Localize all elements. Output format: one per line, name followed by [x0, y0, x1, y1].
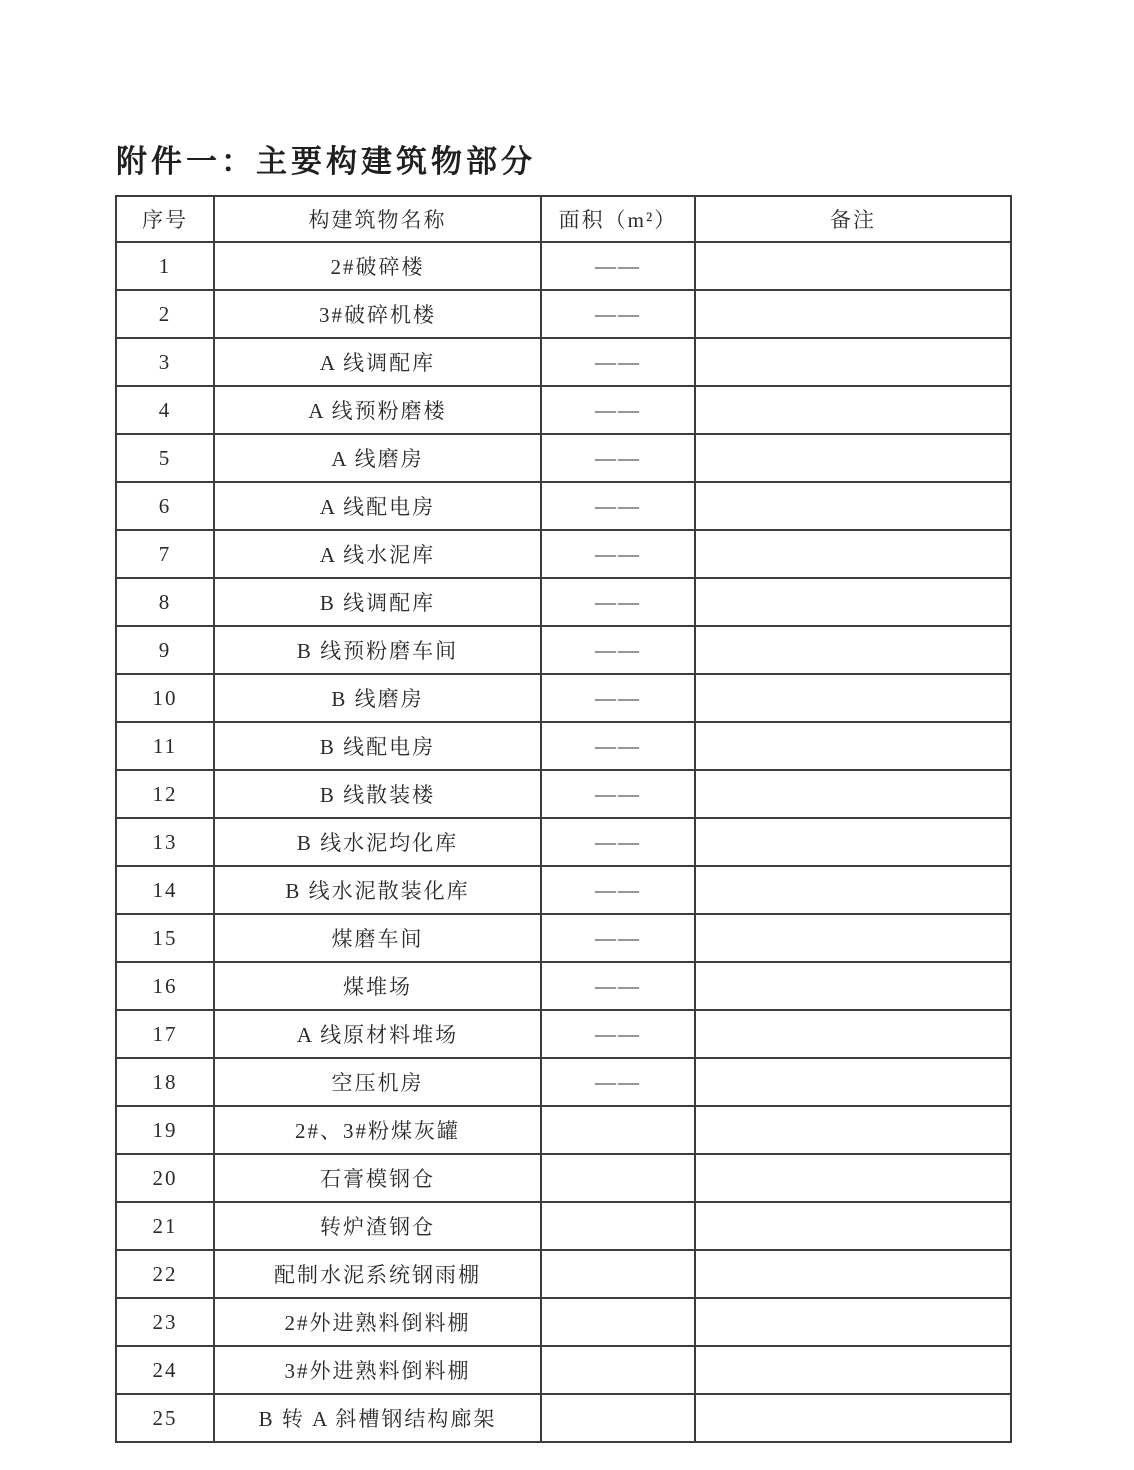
- page-title: 附件一：主要构建筑物部分: [116, 144, 536, 179]
- row-name-cell: 空压机房: [214, 1058, 541, 1106]
- row-remark-cell: [695, 1154, 1011, 1202]
- row-area-cell: [541, 1250, 695, 1298]
- row-area-cell: ——: [541, 386, 695, 434]
- row-remark-cell: [695, 530, 1011, 578]
- row-name-cell: B 线水泥均化库: [214, 818, 541, 866]
- row-remark-cell: [695, 1106, 1011, 1154]
- table-body: [116, 242, 1011, 1442]
- table-row: [116, 1154, 1011, 1202]
- row-area-cell: ——: [541, 482, 695, 530]
- row-area-cell: [541, 1154, 695, 1202]
- table-row: [116, 818, 1011, 866]
- table-row: [116, 674, 1011, 722]
- row-name-cell: 3#破碎机楼: [214, 290, 541, 338]
- row-area-cell: ——: [541, 674, 695, 722]
- row-remark-cell: [695, 914, 1011, 962]
- row-name-cell: B 线配电房: [214, 722, 541, 770]
- row-remark-cell: [695, 1202, 1011, 1250]
- row-no-cell: 1: [116, 242, 214, 290]
- column-header-remark: 备注: [695, 196, 1011, 242]
- row-name-cell: A 线调配库: [214, 338, 541, 386]
- row-area-cell: ——: [541, 770, 695, 818]
- row-remark-cell: [695, 1298, 1011, 1346]
- table-row: [116, 722, 1011, 770]
- row-area-cell: ——: [541, 866, 695, 914]
- row-no-cell: 4: [116, 386, 214, 434]
- row-no-cell: 7: [116, 530, 214, 578]
- row-no-cell: 13: [116, 818, 214, 866]
- row-area-cell: ——: [541, 1010, 695, 1058]
- row-area-cell: ——: [541, 914, 695, 962]
- row-area-cell: ——: [541, 722, 695, 770]
- row-remark-cell: [695, 338, 1011, 386]
- table-row: [116, 434, 1011, 482]
- row-name-cell: 煤堆场: [214, 962, 541, 1010]
- row-remark-cell: [695, 866, 1011, 914]
- table-row: [116, 1010, 1011, 1058]
- row-no-cell: 24: [116, 1346, 214, 1394]
- column-header-name: 构建筑物名称: [214, 196, 541, 242]
- table-row: [116, 1202, 1011, 1250]
- row-no-cell: 23: [116, 1298, 214, 1346]
- row-name-cell: 转炉渣钢仓: [214, 1202, 541, 1250]
- row-area-cell: ——: [541, 338, 695, 386]
- row-name-cell: B 转 A 斜槽钢结构廊架: [214, 1394, 541, 1442]
- table-row: [116, 290, 1011, 338]
- row-no-cell: 19: [116, 1106, 214, 1154]
- row-name-cell: 2#、3#粉煤灰罐: [214, 1106, 541, 1154]
- table-row: [116, 1058, 1011, 1106]
- row-no-cell: 9: [116, 626, 214, 674]
- row-no-cell: 20: [116, 1154, 214, 1202]
- row-name-cell: B 线磨房: [214, 674, 541, 722]
- row-remark-cell: [695, 1058, 1011, 1106]
- row-remark-cell: [695, 722, 1011, 770]
- table-row: [116, 1250, 1011, 1298]
- row-name-cell: 2#破碎楼: [214, 242, 541, 290]
- row-area-cell: ——: [541, 1058, 695, 1106]
- row-area-cell: ——: [541, 434, 695, 482]
- row-no-cell: 8: [116, 578, 214, 626]
- row-area-cell: ——: [541, 290, 695, 338]
- table-row: [116, 530, 1011, 578]
- row-name-cell: 3#外进熟料倒料棚: [214, 1346, 541, 1394]
- row-remark-cell: [695, 242, 1011, 290]
- row-area-cell: ——: [541, 578, 695, 626]
- row-remark-cell: [695, 290, 1011, 338]
- row-name-cell: 配制水泥系统钢雨棚: [214, 1250, 541, 1298]
- row-no-cell: 10: [116, 674, 214, 722]
- row-area-cell: [541, 1298, 695, 1346]
- row-name-cell: A 线磨房: [214, 434, 541, 482]
- row-remark-cell: [695, 1250, 1011, 1298]
- row-name-cell: 石膏模钢仓: [214, 1154, 541, 1202]
- row-name-cell: B 线调配库: [214, 578, 541, 626]
- table-row: [116, 242, 1011, 290]
- row-no-cell: 16: [116, 962, 214, 1010]
- row-no-cell: 18: [116, 1058, 214, 1106]
- table-row: [116, 386, 1011, 434]
- table-header: [116, 196, 1011, 242]
- row-name-cell: A 线水泥库: [214, 530, 541, 578]
- row-name-cell: A 线配电房: [214, 482, 541, 530]
- row-no-cell: 25: [116, 1394, 214, 1442]
- table-row: [116, 866, 1011, 914]
- row-name-cell: 煤磨车间: [214, 914, 541, 962]
- row-area-cell: [541, 1346, 695, 1394]
- table-row: [116, 338, 1011, 386]
- structures-table: [115, 195, 1012, 1443]
- row-no-cell: 14: [116, 866, 214, 914]
- row-no-cell: 11: [116, 722, 214, 770]
- row-no-cell: 6: [116, 482, 214, 530]
- row-name-cell: A 线预粉磨楼: [214, 386, 541, 434]
- row-area-cell: [541, 1106, 695, 1154]
- row-remark-cell: [695, 1010, 1011, 1058]
- row-remark-cell: [695, 482, 1011, 530]
- row-area-cell: [541, 1202, 695, 1250]
- row-remark-cell: [695, 1346, 1011, 1394]
- table-row: [116, 626, 1011, 674]
- row-remark-cell: [695, 962, 1011, 1010]
- row-no-cell: 15: [116, 914, 214, 962]
- row-name-cell: B 线预粉磨车间: [214, 626, 541, 674]
- table-row: [116, 482, 1011, 530]
- row-no-cell: 21: [116, 1202, 214, 1250]
- header-row: [116, 196, 1011, 242]
- row-name-cell: B 线散装楼: [214, 770, 541, 818]
- row-remark-cell: [695, 770, 1011, 818]
- row-area-cell: ——: [541, 962, 695, 1010]
- row-remark-cell: [695, 578, 1011, 626]
- row-no-cell: 22: [116, 1250, 214, 1298]
- row-remark-cell: [695, 674, 1011, 722]
- row-area-cell: ——: [541, 242, 695, 290]
- table-row: [116, 962, 1011, 1010]
- table-row: [116, 578, 1011, 626]
- row-remark-cell: [695, 818, 1011, 866]
- row-no-cell: 17: [116, 1010, 214, 1058]
- row-area-cell: ——: [541, 818, 695, 866]
- table-row: [116, 1394, 1011, 1442]
- row-remark-cell: [695, 626, 1011, 674]
- row-no-cell: 2: [116, 290, 214, 338]
- row-remark-cell: [695, 386, 1011, 434]
- row-area-cell: [541, 1394, 695, 1442]
- row-no-cell: 5: [116, 434, 214, 482]
- column-header-no: 序号: [116, 196, 214, 242]
- table-row: [116, 1298, 1011, 1346]
- column-header-area: 面积（m²）: [541, 196, 695, 242]
- row-remark-cell: [695, 434, 1011, 482]
- row-remark-cell: [695, 1394, 1011, 1442]
- table-row: [116, 1346, 1011, 1394]
- row-area-cell: ——: [541, 530, 695, 578]
- row-name-cell: B 线水泥散装化库: [214, 866, 541, 914]
- table-row: [116, 914, 1011, 962]
- table-row: [116, 770, 1011, 818]
- row-area-cell: ——: [541, 626, 695, 674]
- row-name-cell: 2#外进熟料倒料棚: [214, 1298, 541, 1346]
- table-row: [116, 1106, 1011, 1154]
- row-no-cell: 12: [116, 770, 214, 818]
- row-name-cell: A 线原材料堆场: [214, 1010, 541, 1058]
- row-no-cell: 3: [116, 338, 214, 386]
